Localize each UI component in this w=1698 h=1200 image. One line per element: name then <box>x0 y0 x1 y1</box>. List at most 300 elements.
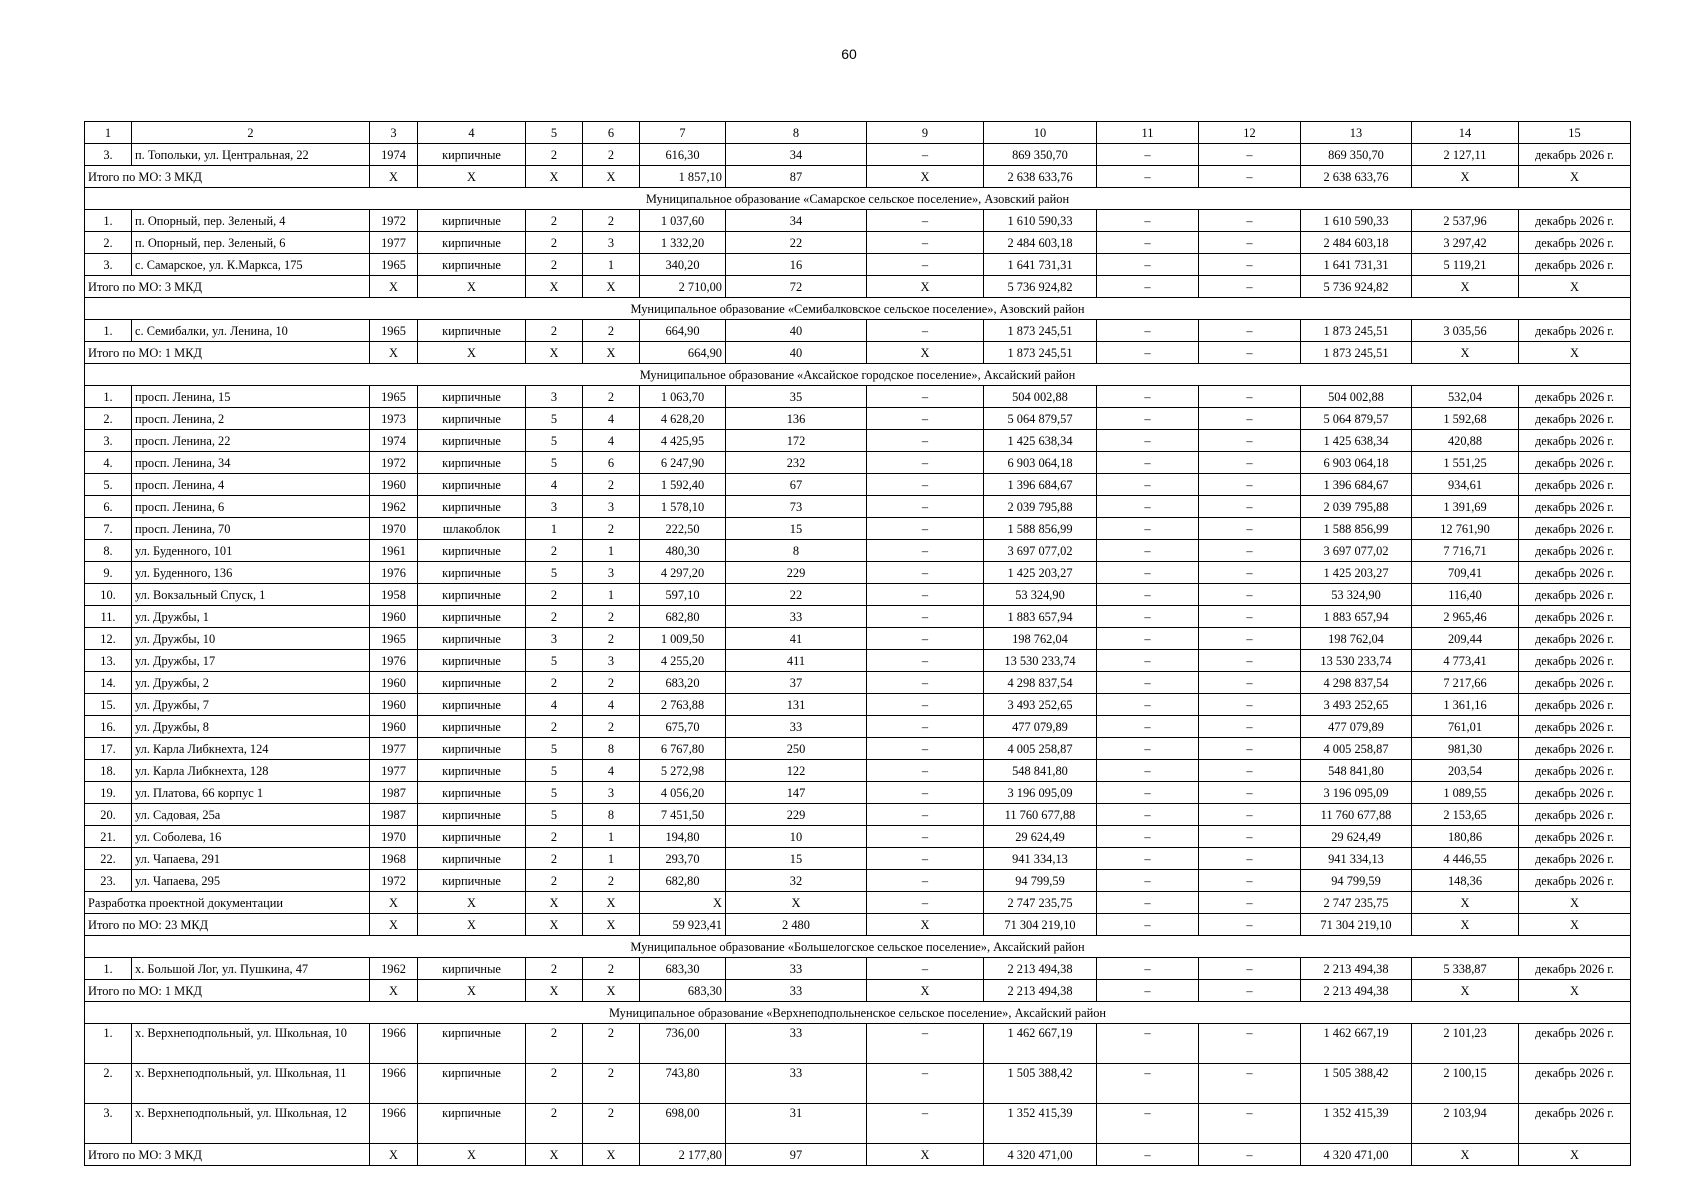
table-cell: 8 <box>583 738 640 760</box>
total-cell: X <box>418 892 526 914</box>
table-row <box>85 958 1631 980</box>
table-cell: – <box>1097 452 1199 474</box>
table-cell: 10 <box>726 826 867 848</box>
header-cell: 12 <box>1199 122 1301 144</box>
total-cell: X <box>526 276 583 298</box>
table-cell: 1 <box>583 848 640 870</box>
table-cell: 2 484 603,18 <box>984 232 1097 254</box>
table-cell: 1. <box>85 1024 132 1064</box>
table-cell: декабрь 2026 г. <box>1519 430 1631 452</box>
table-cell: 222,50 <box>640 518 726 540</box>
table-cell: 1972 <box>370 870 418 892</box>
total-cell: X <box>418 980 526 1002</box>
table-cell: 12. <box>85 628 132 650</box>
total-label: Итого по МО: 3 МКД <box>85 166 370 188</box>
total-cell: 1 857,10 <box>640 166 726 188</box>
table-cell: 1960 <box>370 716 418 738</box>
table-cell: 1 873 245,51 <box>1301 320 1412 342</box>
table-cell: 4 298 837,54 <box>1301 672 1412 694</box>
table-cell: – <box>867 584 984 606</box>
table-cell: 4 <box>583 760 640 782</box>
table-cell: – <box>1097 760 1199 782</box>
table-cell: 1 641 731,31 <box>984 254 1097 276</box>
table-cell: 1 505 388,42 <box>984 1064 1097 1104</box>
table-cell: декабрь 2026 г. <box>1519 716 1631 738</box>
table-cell: – <box>1097 848 1199 870</box>
table-cell: 2 <box>583 870 640 892</box>
table-cell: 16. <box>85 716 132 738</box>
table-row <box>85 716 1631 738</box>
table-cell: 1. <box>85 958 132 980</box>
address-cell: просп. Ленина, 22 <box>132 430 370 452</box>
table-cell: декабрь 2026 г. <box>1519 958 1631 980</box>
table-cell: – <box>1199 738 1301 760</box>
table-cell: 420,88 <box>1412 430 1519 452</box>
table-cell: 1 883 657,94 <box>984 606 1097 628</box>
table-cell: 1 425 203,27 <box>1301 562 1412 584</box>
table-cell: – <box>1097 518 1199 540</box>
table-cell: 21. <box>85 826 132 848</box>
table-cell: 548 841,80 <box>984 760 1097 782</box>
table-cell: кирпичные <box>418 474 526 496</box>
table-cell: – <box>1199 562 1301 584</box>
table-cell: 2 <box>526 144 583 166</box>
address-cell: ул. Дружбы, 1 <box>132 606 370 628</box>
table-cell: – <box>1199 474 1301 496</box>
table-cell: кирпичные <box>418 584 526 606</box>
table-cell: декабрь 2026 г. <box>1519 628 1631 650</box>
table-row <box>85 694 1631 716</box>
table-cell: 1. <box>85 210 132 232</box>
table-cell: 682,80 <box>640 870 726 892</box>
table-cell: 1 425 203,27 <box>984 562 1097 584</box>
table-cell: 1977 <box>370 760 418 782</box>
table-cell: декабрь 2026 г. <box>1519 584 1631 606</box>
table-cell: 8. <box>85 540 132 562</box>
table-cell: 29 624,49 <box>984 826 1097 848</box>
table-cell: 2 <box>526 1104 583 1144</box>
table-cell: 6 767,80 <box>640 738 726 760</box>
table-cell: кирпичные <box>418 1024 526 1064</box>
table-cell: 1972 <box>370 210 418 232</box>
table-cell: 2 <box>526 320 583 342</box>
table-cell: – <box>1199 210 1301 232</box>
table-cell: 616,30 <box>640 144 726 166</box>
table-cell: 1965 <box>370 254 418 276</box>
total-row <box>85 914 1631 936</box>
table-cell: 1974 <box>370 144 418 166</box>
total-row <box>85 892 1631 914</box>
table-cell: 2 213 494,38 <box>984 958 1097 980</box>
section-header-row <box>85 1002 1631 1024</box>
header-cell: 5 <box>526 122 583 144</box>
table-cell: 23. <box>85 870 132 892</box>
total-label: Итого по МО: 3 МКД <box>85 276 370 298</box>
total-row <box>85 342 1631 364</box>
table-cell: 5 338,87 <box>1412 958 1519 980</box>
table-cell: 1 505 388,42 <box>1301 1064 1412 1104</box>
total-cell: 1 873 245,51 <box>1301 342 1412 364</box>
header-cell: 8 <box>726 122 867 144</box>
table-cell: 2 <box>583 716 640 738</box>
total-cell: – <box>1097 892 1199 914</box>
table-cell: 2 <box>583 386 640 408</box>
section-header-row <box>85 298 1631 320</box>
header-cell: 2 <box>132 122 370 144</box>
table-cell: – <box>1097 606 1199 628</box>
table-cell: 2. <box>85 232 132 254</box>
table-cell: – <box>1097 144 1199 166</box>
table-cell: 19. <box>85 782 132 804</box>
table-cell: 1962 <box>370 496 418 518</box>
table-cell: – <box>1097 386 1199 408</box>
address-cell: просп. Ленина, 2 <box>132 408 370 430</box>
table-cell: 2 <box>583 518 640 540</box>
table-cell: – <box>1097 782 1199 804</box>
table-cell: 1976 <box>370 650 418 672</box>
table-cell: декабрь 2026 г. <box>1519 1064 1631 1104</box>
table-cell: 172 <box>726 430 867 452</box>
table-cell: 2 537,96 <box>1412 210 1519 232</box>
table-cell: 2 <box>583 606 640 628</box>
table-cell: кирпичные <box>418 672 526 694</box>
table-cell: кирпичные <box>418 430 526 452</box>
section-header-row <box>85 936 1631 958</box>
table-cell: 1 610 590,33 <box>984 210 1097 232</box>
table-cell: 1 396 684,67 <box>1301 474 1412 496</box>
table-row <box>85 408 1631 430</box>
table-cell: декабрь 2026 г. <box>1519 738 1631 760</box>
header-cell: 14 <box>1412 122 1519 144</box>
header-cell: 7 <box>640 122 726 144</box>
table-row <box>85 452 1631 474</box>
total-cell: X <box>1519 166 1631 188</box>
table-cell: 548 841,80 <box>1301 760 1412 782</box>
table-cell: 698,00 <box>640 1104 726 1144</box>
table-cell: 33 <box>726 606 867 628</box>
table-cell: – <box>867 1024 984 1064</box>
table-cell: – <box>867 650 984 672</box>
total-cell: X <box>418 1144 526 1166</box>
page-number: 60 <box>841 46 857 62</box>
table-cell: 4 056,20 <box>640 782 726 804</box>
table-cell: 3 196 095,09 <box>1301 782 1412 804</box>
table-cell: кирпичные <box>418 848 526 870</box>
table-cell: 5 <box>526 408 583 430</box>
table-cell: 1 396 684,67 <box>984 474 1097 496</box>
total-cell: X <box>583 276 640 298</box>
table-cell: кирпичные <box>418 782 526 804</box>
table-cell: – <box>1097 1104 1199 1144</box>
total-cell: 4 320 471,00 <box>1301 1144 1412 1166</box>
table-cell: 15. <box>85 694 132 716</box>
table-cell: – <box>867 760 984 782</box>
table-cell: 17. <box>85 738 132 760</box>
table-cell: 194,80 <box>640 826 726 848</box>
table-cell: – <box>1199 1104 1301 1144</box>
total-cell: X <box>418 276 526 298</box>
table-cell: 869 350,70 <box>984 144 1097 166</box>
table-cell: – <box>1097 1064 1199 1104</box>
table-cell: 664,90 <box>640 320 726 342</box>
table-cell: – <box>1199 386 1301 408</box>
table-cell: 683,30 <box>640 958 726 980</box>
total-row <box>85 1144 1631 1166</box>
section-title: Муниципальное образование «Верхнеподпольненское сельское поселение», Аксайский район <box>85 1002 1631 1024</box>
table-cell: – <box>1199 430 1301 452</box>
table-cell: 532,04 <box>1412 386 1519 408</box>
table-cell: 941 334,13 <box>1301 848 1412 870</box>
table-cell: декабрь 2026 г. <box>1519 210 1631 232</box>
table-cell: – <box>867 320 984 342</box>
total-label: Разработка проектной документации <box>85 892 370 914</box>
table-row <box>85 496 1631 518</box>
table-cell: 22 <box>726 584 867 606</box>
total-cell: – <box>867 892 984 914</box>
total-row <box>85 980 1631 1002</box>
table-cell: 9. <box>85 562 132 584</box>
address-cell: просп. Ленина, 15 <box>132 386 370 408</box>
total-cell: X <box>1412 1144 1519 1166</box>
table-cell: – <box>1199 804 1301 826</box>
table-cell: 1987 <box>370 804 418 826</box>
table-cell: 131 <box>726 694 867 716</box>
table-cell: декабрь 2026 г. <box>1519 496 1631 518</box>
table-cell: 869 350,70 <box>1301 144 1412 166</box>
table-cell: 3 <box>583 562 640 584</box>
table-cell: 7 716,71 <box>1412 540 1519 562</box>
address-cell: п. Опорный, пер. Зеленый, 4 <box>132 210 370 232</box>
table-cell: 250 <box>726 738 867 760</box>
table-cell: – <box>867 1104 984 1144</box>
table-cell: кирпичные <box>418 320 526 342</box>
table-cell: декабрь 2026 г. <box>1519 694 1631 716</box>
table-cell: – <box>1199 320 1301 342</box>
total-cell: 2 213 494,38 <box>984 980 1097 1002</box>
table-cell: 1977 <box>370 232 418 254</box>
total-cell: 2 710,00 <box>640 276 726 298</box>
table-cell: – <box>1199 716 1301 738</box>
section-title: Муниципальное образование «Семибалковское сельское поселение», Азовский район <box>85 298 1631 320</box>
table-cell: – <box>1097 430 1199 452</box>
table-row <box>85 782 1631 804</box>
table-cell: 2 213 494,38 <box>1301 958 1412 980</box>
table-cell: 136 <box>726 408 867 430</box>
table-cell: 209,44 <box>1412 628 1519 650</box>
total-cell: X <box>1412 980 1519 1002</box>
table-cell: 6 903 064,18 <box>1301 452 1412 474</box>
address-cell: ул. Буденного, 101 <box>132 540 370 562</box>
address-cell: х. Большой Лог, ул. Пушкина, 47 <box>132 958 370 980</box>
table-row <box>85 738 1631 760</box>
table-cell: – <box>867 144 984 166</box>
total-cell: X <box>867 166 984 188</box>
table-cell: – <box>867 870 984 892</box>
total-cell: X <box>583 914 640 936</box>
table-cell: 1 361,16 <box>1412 694 1519 716</box>
header-cell: 4 <box>418 122 526 144</box>
table-cell: 1 425 638,34 <box>1301 430 1412 452</box>
total-label: Итого по МО: 23 МКД <box>85 914 370 936</box>
table-cell: 4 255,20 <box>640 650 726 672</box>
table-cell: 3 297,42 <box>1412 232 1519 254</box>
table-row <box>85 562 1631 584</box>
table-cell: 73 <box>726 496 867 518</box>
table-cell: – <box>1097 210 1199 232</box>
table-cell: 2 <box>526 958 583 980</box>
table-cell: кирпичные <box>418 232 526 254</box>
total-cell: X <box>1519 1144 1631 1166</box>
table-cell: кирпичные <box>418 254 526 276</box>
table-cell: 4 773,41 <box>1412 650 1519 672</box>
table-cell: 4 <box>583 694 640 716</box>
table-cell: 1 <box>583 254 640 276</box>
table-cell: 33 <box>726 716 867 738</box>
table-cell: декабрь 2026 г. <box>1519 540 1631 562</box>
table-cell: 13. <box>85 650 132 672</box>
table-cell: 29 624,49 <box>1301 826 1412 848</box>
table-cell: декабрь 2026 г. <box>1519 1104 1631 1144</box>
table-cell: кирпичные <box>418 650 526 672</box>
total-cell: X <box>370 342 418 364</box>
table-cell: 3. <box>85 144 132 166</box>
table-row <box>85 826 1631 848</box>
table-cell: 2 965,46 <box>1412 606 1519 628</box>
total-cell: X <box>583 1144 640 1166</box>
table-cell: 116,40 <box>1412 584 1519 606</box>
total-cell: X <box>526 892 583 914</box>
table-body <box>85 144 1631 1166</box>
table-cell: декабрь 2026 г. <box>1519 804 1631 826</box>
total-cell: 2 638 633,76 <box>984 166 1097 188</box>
table-cell: 33 <box>726 1064 867 1104</box>
section-header-row <box>85 364 1631 386</box>
total-cell: – <box>1199 980 1301 1002</box>
address-cell: ул. Дружбы, 17 <box>132 650 370 672</box>
table-cell: 1972 <box>370 452 418 474</box>
table-header <box>85 122 1631 144</box>
table-cell: 8 <box>583 804 640 826</box>
address-cell: просп. Ленина, 6 <box>132 496 370 518</box>
total-cell: X <box>1412 276 1519 298</box>
table-cell: – <box>1199 584 1301 606</box>
table-cell: 2 <box>526 1064 583 1104</box>
table-cell: 94 799,59 <box>984 870 1097 892</box>
table-cell: декабрь 2026 г. <box>1519 386 1631 408</box>
total-cell: 2 213 494,38 <box>1301 980 1412 1002</box>
table-cell: 1966 <box>370 1104 418 1144</box>
total-label: Итого по МО: 3 МКД <box>85 1144 370 1166</box>
table-cell: 2 <box>526 870 583 892</box>
table-cell: 2. <box>85 1064 132 1104</box>
table-cell: декабрь 2026 г. <box>1519 826 1631 848</box>
table-cell: 2 127,11 <box>1412 144 1519 166</box>
table-row <box>85 760 1631 782</box>
table-cell: 1 462 667,19 <box>984 1024 1097 1064</box>
table-cell: кирпичные <box>418 144 526 166</box>
total-cell: X <box>526 914 583 936</box>
table-cell: 5 119,21 <box>1412 254 1519 276</box>
table-cell: 683,20 <box>640 672 726 694</box>
total-cell: X <box>526 342 583 364</box>
table-cell: – <box>1199 694 1301 716</box>
table-cell: 2. <box>85 408 132 430</box>
table-cell: кирпичные <box>418 694 526 716</box>
total-cell: X <box>867 980 984 1002</box>
table-cell: 1974 <box>370 430 418 452</box>
table-cell: 13 530 233,74 <box>984 650 1097 672</box>
table-cell: – <box>867 628 984 650</box>
table-cell: 6 247,90 <box>640 452 726 474</box>
table-cell: 37 <box>726 672 867 694</box>
table-cell: 12 761,90 <box>1412 518 1519 540</box>
table-cell: 1 578,10 <box>640 496 726 518</box>
table-cell: – <box>1199 958 1301 980</box>
table-cell: 2 103,94 <box>1412 1104 1519 1144</box>
table-cell: 2 <box>526 584 583 606</box>
table-cell: 4 628,20 <box>640 408 726 430</box>
table-cell: – <box>1097 540 1199 562</box>
table-cell: 2 <box>583 1024 640 1064</box>
table-cell: 8 <box>726 540 867 562</box>
table-cell: – <box>1097 584 1199 606</box>
table-cell: – <box>867 672 984 694</box>
table-cell: декабрь 2026 г. <box>1519 760 1631 782</box>
table-row <box>85 474 1631 496</box>
table-cell: 198 762,04 <box>984 628 1097 650</box>
total-cell: 4 320 471,00 <box>984 1144 1097 1166</box>
address-cell: ул. Карла Либкнехта, 124 <box>132 738 370 760</box>
total-cell: X <box>370 276 418 298</box>
table-cell: 148,36 <box>1412 870 1519 892</box>
table-cell: 2 <box>583 672 640 694</box>
table-cell: декабрь 2026 г. <box>1519 1024 1631 1064</box>
table-cell: 3 493 252,65 <box>1301 694 1412 716</box>
table-cell: 2 <box>583 1104 640 1144</box>
table-cell: 4 <box>583 430 640 452</box>
table-cell: декабрь 2026 г. <box>1519 870 1631 892</box>
table-cell: 2 <box>526 540 583 562</box>
total-cell: – <box>1199 276 1301 298</box>
table-cell: 1970 <box>370 518 418 540</box>
table-cell: 2 <box>526 606 583 628</box>
table-row <box>85 628 1631 650</box>
table-cell: декабрь 2026 г. <box>1519 452 1631 474</box>
table-cell: – <box>1199 782 1301 804</box>
table-cell: 480,30 <box>640 540 726 562</box>
table-cell: 6 903 064,18 <box>984 452 1097 474</box>
table-cell: – <box>867 606 984 628</box>
total-cell: X <box>583 892 640 914</box>
table-cell: – <box>1097 738 1199 760</box>
table-cell: декабрь 2026 г. <box>1519 782 1631 804</box>
table-cell: – <box>1097 474 1199 496</box>
table-cell: 34 <box>726 144 867 166</box>
table-cell: – <box>1199 518 1301 540</box>
address-cell: ул. Карла Либкнехта, 128 <box>132 760 370 782</box>
table-cell: – <box>1199 760 1301 782</box>
table-cell: 2 100,15 <box>1412 1064 1519 1104</box>
table-cell: 2 039 795,88 <box>1301 496 1412 518</box>
table-cell: 1 425 638,34 <box>984 430 1097 452</box>
total-cell: – <box>1097 980 1199 1002</box>
table-row <box>85 672 1631 694</box>
table-cell: 1 588 856,99 <box>1301 518 1412 540</box>
table-cell: 941 334,13 <box>984 848 1097 870</box>
table-cell: 1960 <box>370 672 418 694</box>
table-cell: 1965 <box>370 320 418 342</box>
total-cell: 1 873 245,51 <box>984 342 1097 364</box>
